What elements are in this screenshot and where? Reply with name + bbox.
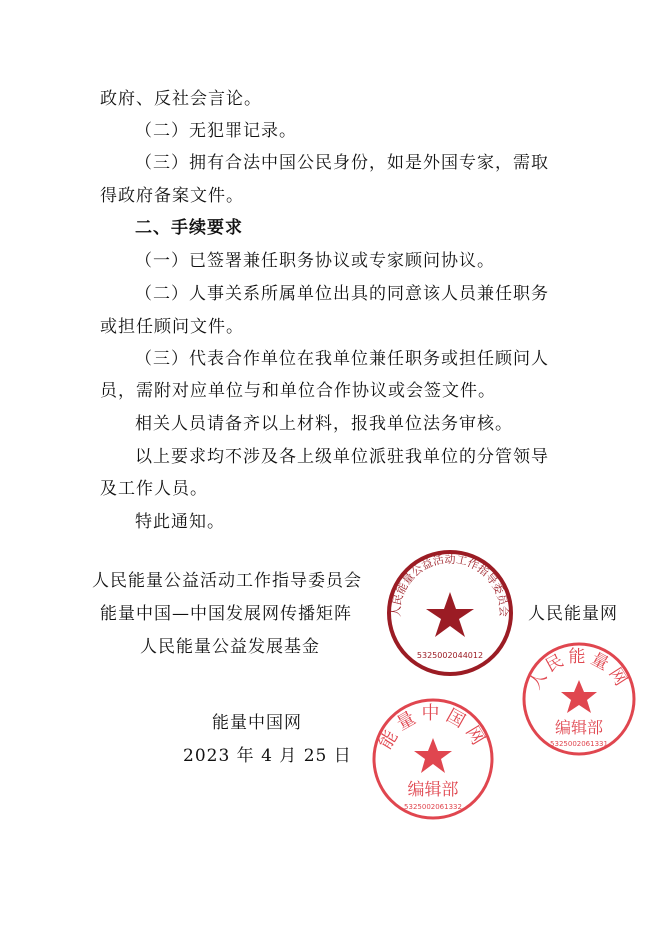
seal-text: 人民能量网 [525,647,633,693]
seal-number: 5325002044012 [416,651,484,660]
seal-bottom-text: 编辑部 [554,718,604,737]
body-line: 相关人员请备齐以上材料，报我单位法务审核。 [135,414,513,434]
body-line: 以上要求均不涉及各上级单位派驻我单位的分管领导 [135,447,549,467]
body-line: （一）已签署兼任职务协议或专家顾问协议。 [135,251,495,271]
body-line: （二）无犯罪记录。 [135,121,297,141]
seal-text: 人民能量公益活动工作指导委员会 [389,552,511,618]
signature-org-4: 人民能量网 [528,604,618,624]
signature-org-1: 人民能量公益活动工作指导委员会 [92,571,362,591]
body-line: 特此通知。 [135,512,225,532]
body-line: （三）代表合作单位在我单位兼任职务或担任顾问人 [135,349,549,369]
body-line: （二）人事关系所属单位出具的同意该人员兼任职务 [135,284,549,304]
signature-org-3: 人民能量公益发展基金 [140,637,320,657]
official-seal-committee [385,548,515,678]
signature-org-2: 能量中国—中国发展网传播矩阵 [100,604,352,624]
seal-number: 5325002061332 [404,803,462,811]
section-heading: 二、手续要求 [135,218,243,238]
body-line: 员，需附对应单位与和单位合作协议或会签文件。 [100,381,496,401]
seal-bottom-text: 编辑部 [407,780,459,800]
official-seal-nengliang [370,696,496,822]
official-seal-renmin [520,640,638,758]
body-line: （三）拥有合法中国公民身份，如是外国专家，需取 [135,153,549,173]
body-line: 或担任顾问文件。 [100,317,244,337]
body-line: 政府、反社会言论。 [100,89,262,109]
body-line: 得政府备案文件。 [100,186,244,206]
seal-text: 能量中国网 [374,703,492,754]
body-line: 及工作人员。 [100,479,208,499]
signature-date: 2023 年 4 月 25 日 [183,746,352,766]
signature-org-5: 能量中国网 [212,713,302,733]
seal-number: 5325002061331 [550,740,608,748]
